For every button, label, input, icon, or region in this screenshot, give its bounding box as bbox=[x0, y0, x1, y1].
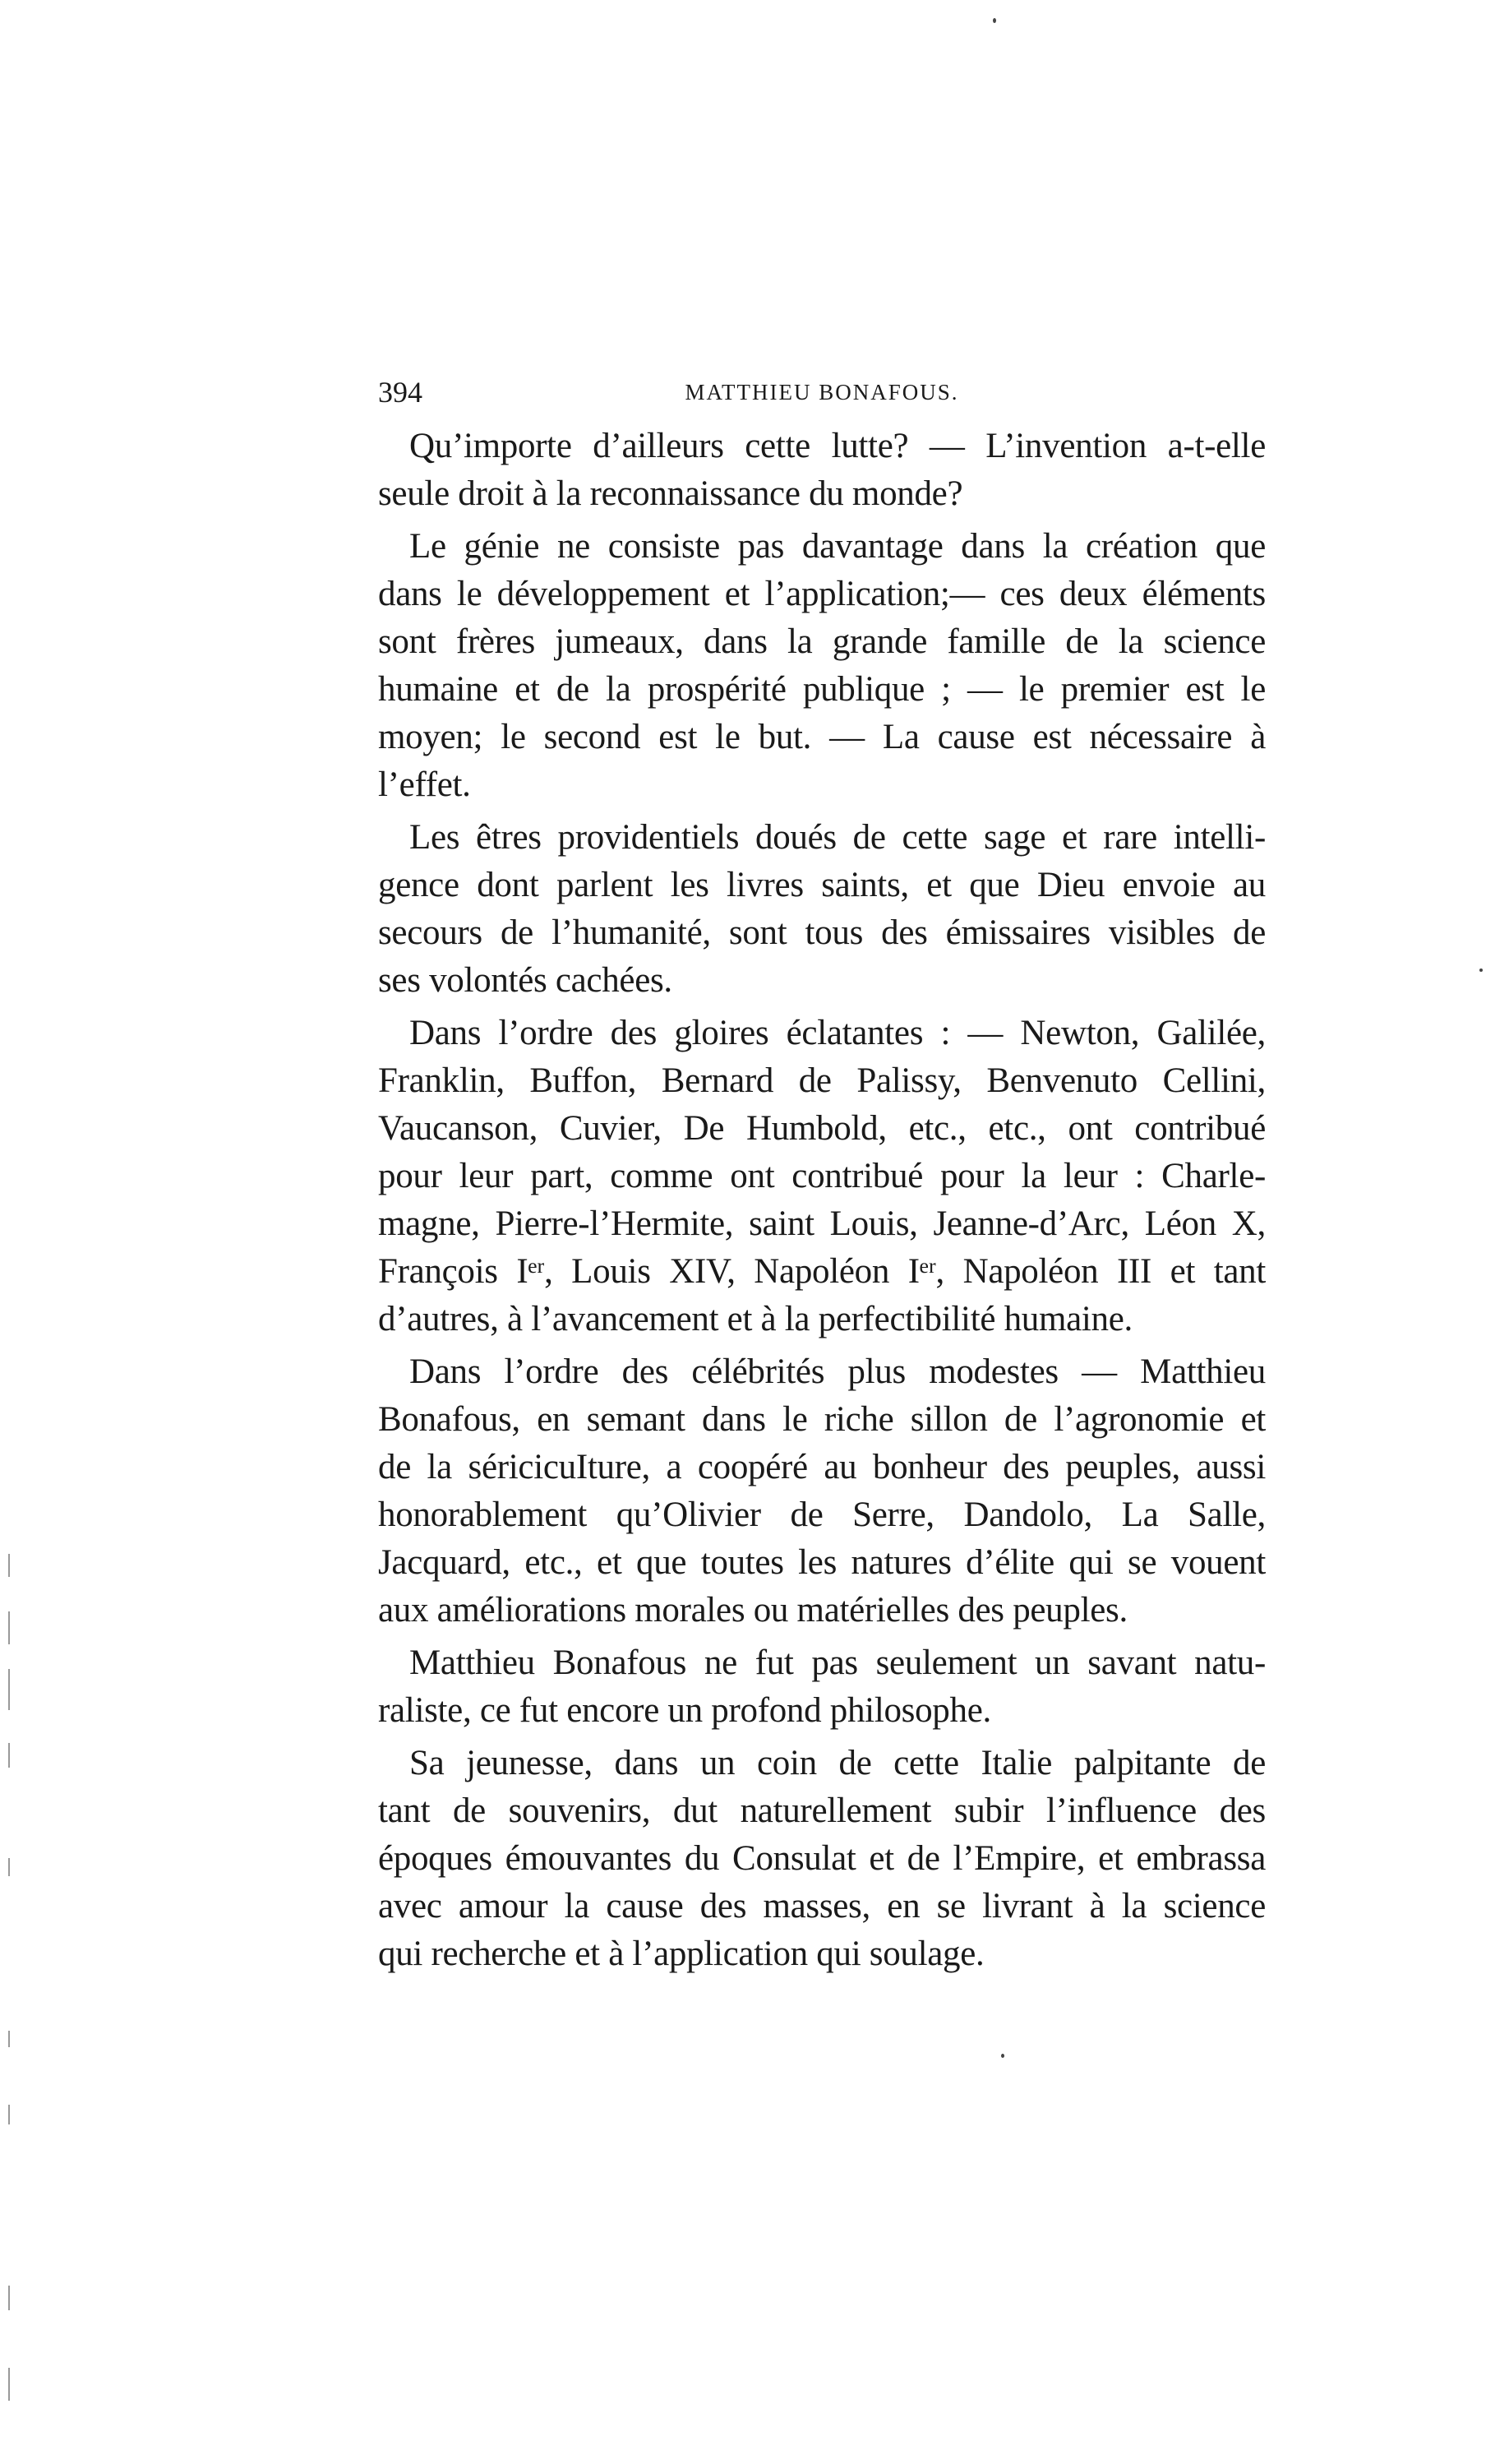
margin-mark bbox=[8, 2368, 10, 2401]
running-head bbox=[378, 372, 1266, 413]
text-line: l’effet. bbox=[378, 765, 471, 804]
margin-mark bbox=[8, 1554, 10, 1577]
scan-speck bbox=[1001, 2054, 1004, 2058]
text-line: d’autres, à l’avancement et à la perfectibilité humaine. bbox=[378, 1300, 1133, 1338]
text-line: de la séricicuIture, a coopéré au bonheur des peuples, aussi bbox=[378, 1448, 1266, 1486]
margin-mark bbox=[8, 2286, 10, 2310]
text-line: tant de souvenirs, dut naturellement subir l’influence des bbox=[378, 1791, 1266, 1830]
margin-mark bbox=[8, 1669, 10, 1710]
text-line: sont frères jumeaux, dans la grande famille de la science bbox=[378, 622, 1266, 661]
paragraph bbox=[378, 814, 1266, 1005]
text-line: qui recherche et à l’application qui soulage. bbox=[378, 1935, 985, 1973]
paragraph bbox=[378, 1348, 1266, 1634]
paragraph bbox=[378, 523, 1266, 809]
text-line: Dans l’ordre des gloires éclatantes : — Newton, Galilée, bbox=[409, 1014, 1266, 1052]
text-line: aux améliorations morales ou matérielles des peuples. bbox=[378, 1591, 1128, 1630]
text-line: seule droit à la reconnaissance du monde? bbox=[378, 474, 963, 513]
text-line: Vaucanson, Cuvier, De Humbold, etc., etc., ont contribué bbox=[378, 1109, 1266, 1148]
paragraph bbox=[378, 1010, 1266, 1343]
paragraph bbox=[378, 423, 1266, 518]
text-line: Jacquard, etc., et que toutes les natures d’élite qui se vouent bbox=[378, 1543, 1266, 1582]
text-line: pour leur part, comme ont contribué pour la leur : Charle- bbox=[378, 1157, 1266, 1195]
text-line: Bonafous, en semant dans le riche sillon de l’agronomie et bbox=[378, 1400, 1266, 1439]
margin-mark bbox=[8, 1743, 10, 1768]
text-line: ses volontés cachées. bbox=[378, 961, 672, 1000]
text-line: moyen; le second est le but. — La cause est nécessaire à bbox=[378, 718, 1266, 756]
text-line: Franklin, Buffon, Bernard de Palissy, Benvenuto Cellini, bbox=[378, 1061, 1266, 1100]
paragraph bbox=[378, 1740, 1266, 1978]
margin-mark bbox=[8, 2105, 10, 2124]
text-line: humaine et de la prospérité publique ; — le premier est le bbox=[378, 670, 1266, 709]
text-line: Matthieu Bonafous ne fut pas seulement un savant natu- bbox=[409, 1643, 1266, 1682]
text-line: Sa jeunesse, dans un coin de cette Italie palpitante de bbox=[409, 1744, 1266, 1782]
text-line: honorablement qu’Olivier de Serre, Dandolo, La Salle, bbox=[378, 1496, 1266, 1534]
text-line: raliste, ce fut encore un profond philosophe. bbox=[378, 1691, 991, 1730]
text-line: gence dont parlent les livres saints, et que Dieu envoie au bbox=[378, 866, 1266, 904]
scan-speck bbox=[993, 18, 996, 23]
text-line: Les êtres providentiels doués de cette sage et rare intelli- bbox=[409, 818, 1266, 857]
running-title: MATTHIEU BONAFOUS. bbox=[685, 380, 959, 405]
text-line: François Iᵉʳ, Louis XIV, Napoléon Iᵉʳ, Napoléon III et tant bbox=[378, 1252, 1266, 1291]
scan-speck bbox=[1479, 968, 1483, 972]
text-line: magne, Pierre-l’Hermite, saint Louis, Jeanne-d’Arc, Léon X, bbox=[378, 1204, 1266, 1243]
text-line: dans le développement et l’application;— ces deux éléments bbox=[378, 575, 1266, 613]
paragraph bbox=[378, 1639, 1266, 1735]
text-line: secours de l’humanité, sont tous des émissaires visibles de bbox=[378, 913, 1266, 952]
text-line: avec amour la cause des masses, en se livrant à la science bbox=[378, 1887, 1266, 1925]
margin-mark bbox=[8, 1611, 10, 1644]
body-text bbox=[378, 423, 1266, 1983]
margin-mark bbox=[8, 2031, 10, 2047]
page-number: 394 bbox=[378, 376, 422, 409]
text-line: époques émouvantes du Consulat et de l’Empire, et embrassa bbox=[378, 1839, 1266, 1878]
margin-mark bbox=[8, 1858, 10, 1876]
text-line: Dans l’ordre des célébrités plus modestes — Matthieu bbox=[409, 1352, 1266, 1391]
text-line: Qu’importe d’ailleurs cette lutte? — L’invention a-t-elle bbox=[409, 427, 1266, 465]
text-line: Le génie ne consiste pas davantage dans la création que bbox=[409, 527, 1266, 566]
